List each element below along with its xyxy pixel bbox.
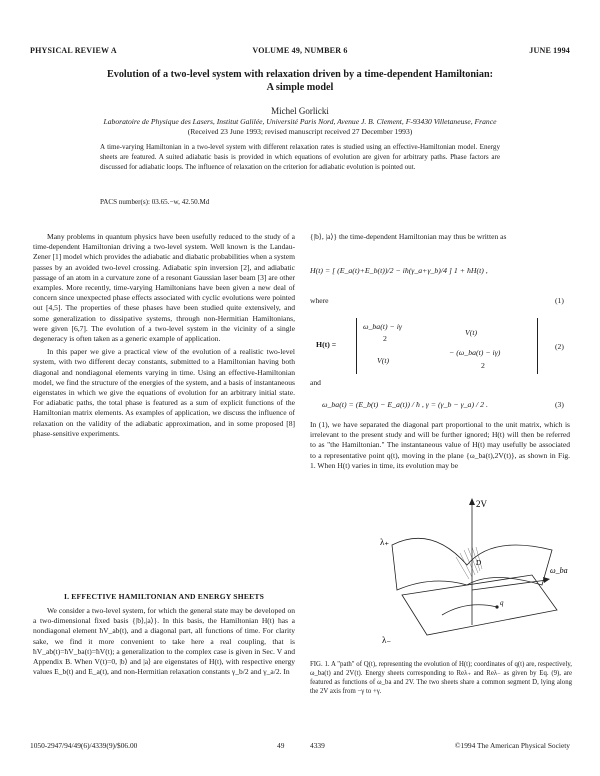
received-dates: (Received 23 June 1993; revised manuscript received 27 December 1993): [187, 127, 413, 136]
footer-identifier: 1050-2947/94/49(6)/4339(9)/$06.00: [30, 741, 138, 750]
label-omega: ω_ba: [550, 566, 568, 575]
matrix-element-12: V(t): [465, 328, 478, 337]
section-heading: I. EFFECTIVE HAMILTONIAN AND ENERGY SHEETS: [63, 592, 265, 601]
issue-date: JUNE 1994: [529, 46, 570, 55]
section-paragraph: We consider a two-level system, for which the general state may be developed on a two-dimensional fixed basis {|b⟩,|a⟩}. In this basis, the Hamiltonian H(t) has a nondiagonal element ħV_ab(t), and a diagonal part, all functions of time. For clarity sake, we find it more convenient to take here a real coupling, that is ħV_ab(t)=ħV_ba(t)=ħV(t); a generalization to the complex case is given in Sec. V and Appendix B. When V(t)=0, |b⟩ and |a⟩ are eigenstates of H(t), with respective energy values E_b(t) and E_a(t), and non-Hermitian relaxation constants γ_b/2 and γ_a/2. In: [33, 606, 295, 677]
label-d: D: [476, 559, 482, 567]
where-word: where: [310, 296, 329, 305]
equation-2-number: (2): [555, 342, 564, 351]
volume-number: VOLUME 49, NUMBER 6: [252, 46, 348, 55]
footer-copyright: ©1994 The American Physical Society: [454, 741, 570, 750]
matrix-element-22: − (ω_ba(t) − iγ): [449, 348, 501, 357]
figure-1-caption: FIG. 1. A "path" of Q(t), representing the evolution of H(t); coordinates of q(t) are, respectively, ω_ba(t) and 2V(t). Energy sheets corresponding to Reλ₊ and Reλ₋ as given by Eq. (9), are featured as functions of ω_ba and 2V. The two sheets share a common segment D, lying along the 2V axis from −γ to +γ.: [310, 661, 572, 695]
matrix-element-22-denominator: 2: [481, 361, 485, 370]
hamiltonian-discussion: In (1), we have separated the diagonal part proportional to the unit matrix, which is irrelevant to the present study and will be further ignored; H(t) will then be referred to as "the Hamiltonian." The instantaneous value of H(t) may usefully be associated to a representative point q(t), moving in the plane {ω_ba(t),2V(t)}, as shown in Fig. 1. When H(t) varies in time, its evolution may be: [310, 420, 570, 470]
title-line-2: A simple model: [266, 82, 334, 93]
2v-axis-arrowhead: [469, 498, 475, 505]
author-name: Michel Gorlicki: [271, 106, 329, 116]
figure-1-diagram: [372, 495, 572, 645]
and-word: and: [310, 378, 321, 387]
equation-1: H(t) = [ (E_a(t)+E_b(t))/2 − iħ(γ_a+γ_b)/4 ] 1 + ħH(t) ,: [310, 266, 488, 275]
paper-title: [60, 68, 540, 94]
label-lambda-minus: λ₋: [382, 635, 392, 645]
q-path: [442, 605, 497, 615]
matrix-element-21: V(t): [377, 356, 390, 365]
q-point: [495, 605, 498, 608]
label-lambda-plus: λ₊: [380, 537, 390, 547]
pacs-numbers: PACS number(s): 03.65.−w, 42.50.Md: [100, 198, 210, 206]
title-line-1: Evolution of a two-level system with relaxation driven by a time-dependent Hamiltonian:: [106, 69, 494, 80]
equation-2-label: H(t) =: [316, 340, 337, 349]
equation-3-number: (3): [555, 400, 564, 409]
equation-1-number: (1): [555, 296, 564, 305]
omega-axis: [472, 580, 547, 590]
intro-paragraph-2: In this paper we give a practical view of the evolution of a realistic two-level system, with two different decay constants, submitted to a Hamiltonian having both diagonal and nondiagonal elements varying in time. Using an effective-Hamiltonian model, we find the structure of the energies of the system, and a basis of instantaneous eigenstates in which we give the equations of evolution for an arbitrary initial state. For adiabatic paths, the total phase is featured as a sum of explicit functions of the Hamiltonian matrix elements. As examples of application, we discuss the influence of relaxation on the validity of the adiabatic approximation, and in some proposed [8] phase-sensitive experiments.: [33, 347, 295, 438]
intro-paragraph-1: Many problems in quantum physics have been usefully reduced to the study of a time-dependent Hamiltonian driving a two-level system. Well known is the Landau-Zener [1] model which provides the adiabatic and diabatic probabilities when a system passes by an avoided two-level crossing. Adiabatic spin inversion [2], and adiabatic passage of an atom in a curvature zone of a resonant Gaussian laser beam [3] are other examples. More recently, time-varying Hamiltonians have been given a new deal of concern since unexpected phase effects associated with cyclic evolutions were pointed out [4,5]. The properties of these phases have been studied quite extensively, and some generalization to dissipative systems, through non-Hermitian Hamiltonians, were given [6,7]. The evolution of a two-level system in the vicinity of a single degeneracy is often taken as a generic example of application.: [33, 232, 295, 344]
footer-page-number: 4339: [310, 741, 325, 750]
footer-volume: 49: [277, 741, 285, 750]
hamiltonian-matrix: [356, 318, 538, 374]
right-column-intro: {|b⟩, |a⟩} the time-dependent Hamiltonian may thus be written as: [310, 232, 507, 241]
matrix-element-11-denominator: 2: [383, 334, 387, 343]
author-affiliation: Laboratoire de Physique des Lasers, Institut Galilée, Université Paris Nord, Avenue J. B. Clement, F-93430 Villetaneuse, France: [103, 117, 497, 126]
equation-3: ω_ba(t) = (E_b(t) − E_a(t)) / ħ , γ = (γ_b − γ_a) / 2 .: [322, 400, 488, 409]
left-column-intro: [33, 232, 295, 439]
omega-axis-arrowhead: [543, 577, 550, 583]
label-2v: 2V: [476, 499, 487, 509]
abstract: A time-varying Hamiltonian in a two-level system with different relaxation rates is studied using an effective-Hamiltonian model. Energy sheets are featured. A suited adiabatic basis is provided in which equations of evolution are given for arbitrary paths. Phase factors are discussed for adiabatic loops. The influence of relaxation on the criterion for adiabatic evolution is pointed out.: [100, 143, 500, 171]
right-column-paragraph: [310, 420, 570, 471]
label-q: q: [500, 599, 504, 607]
left-column-section-text: [33, 606, 295, 677]
journal-name: PHYSICAL REVIEW A: [30, 46, 117, 55]
matrix-element-11: ω_ba(t) − iγ: [363, 322, 402, 331]
